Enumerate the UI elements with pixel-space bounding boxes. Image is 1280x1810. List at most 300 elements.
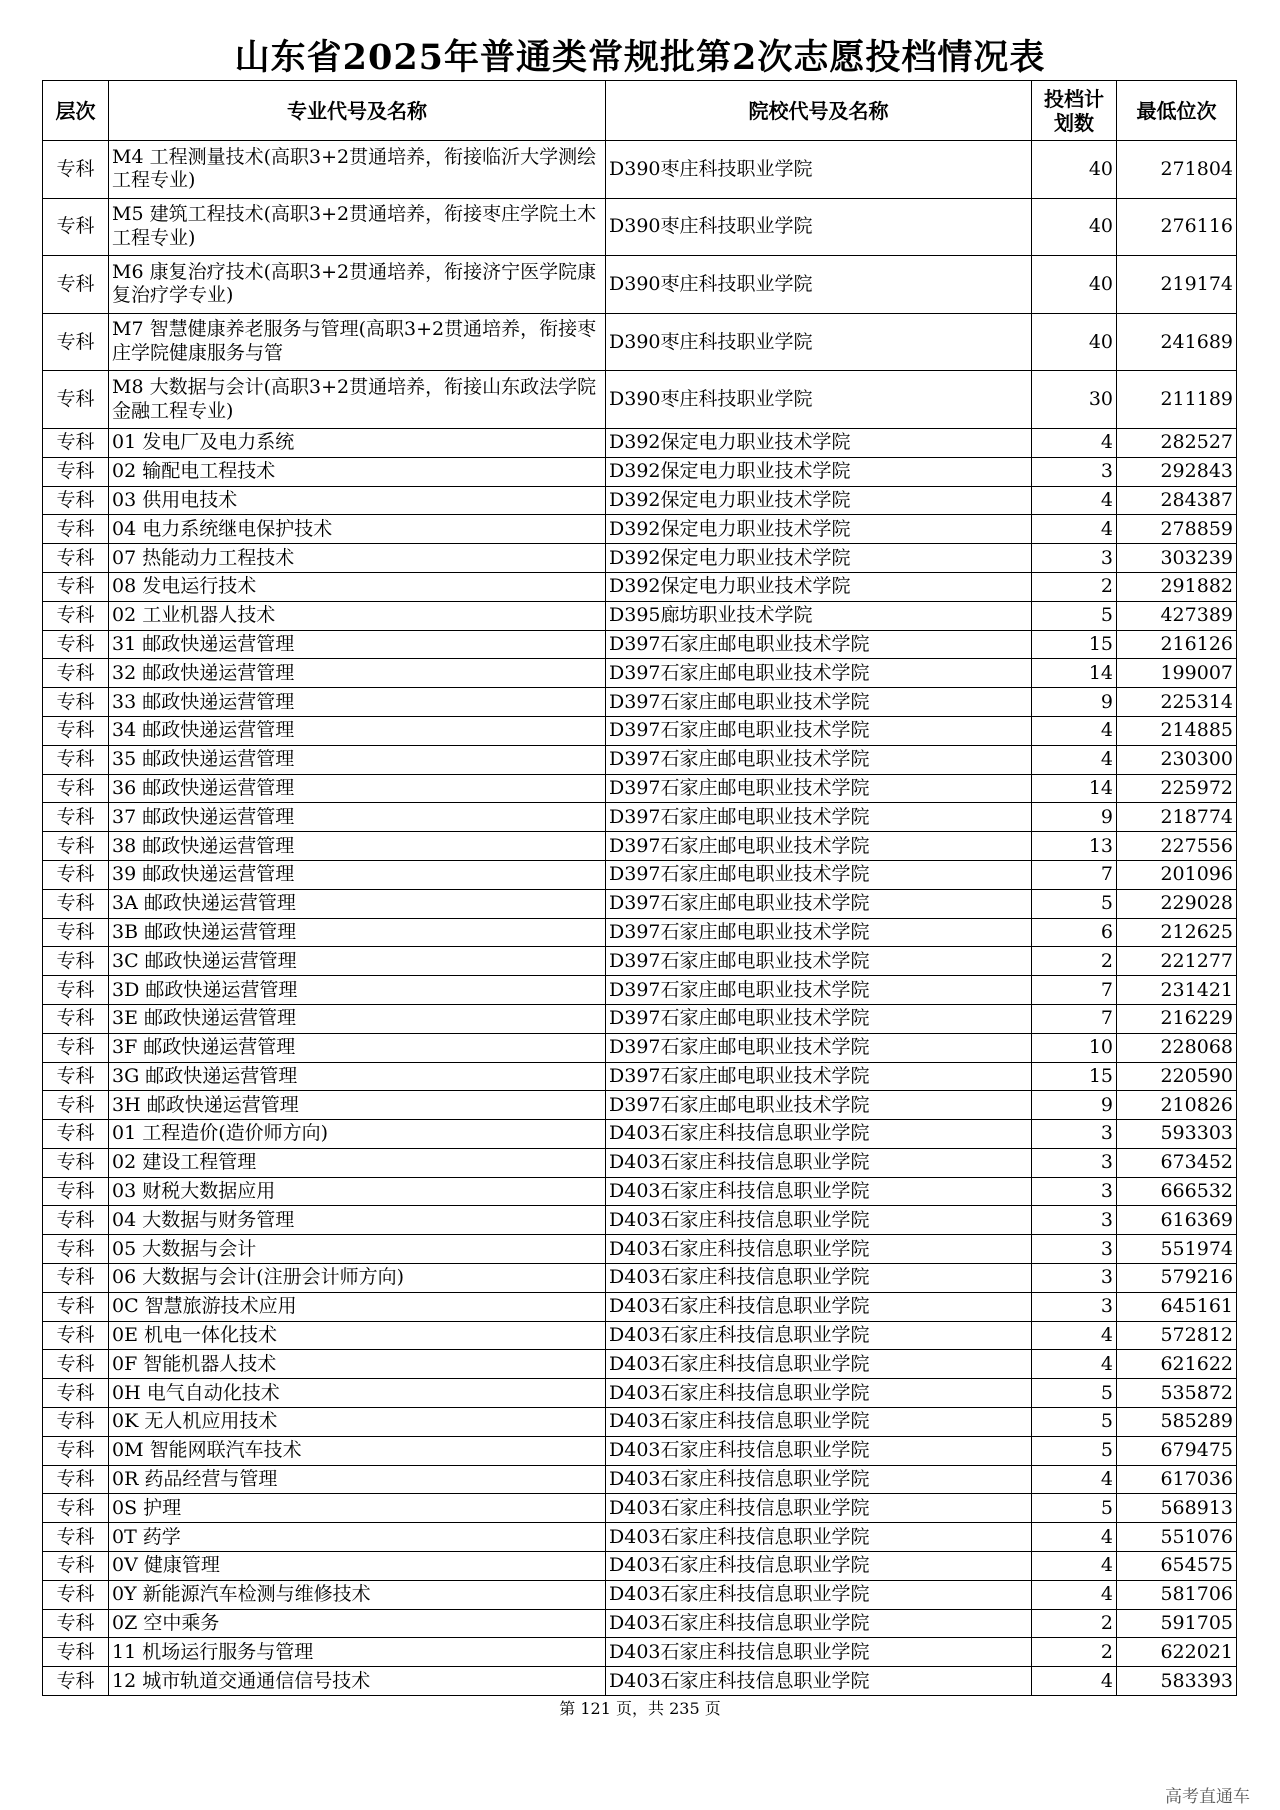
table-row (43, 745, 1237, 774)
table-row (43, 1580, 1237, 1609)
cell-rank: 621622 (1117, 1350, 1237, 1379)
cell-school: D392保定电力职业技术学院 (606, 515, 1032, 544)
cell-rank: 199007 (1117, 659, 1237, 688)
cell-level: 专科 (43, 428, 109, 457)
cell-level: 专科 (43, 1148, 109, 1177)
table-row (43, 1408, 1237, 1437)
cell-level: 专科 (43, 659, 109, 688)
cell-plan: 6 (1032, 918, 1117, 947)
cell-level: 专科 (43, 1609, 109, 1638)
cell-school: D397石家庄邮电职业技术学院 (606, 745, 1032, 774)
table-row (43, 659, 1237, 688)
table-header-row (43, 81, 1237, 141)
table-row (43, 860, 1237, 889)
cell-major: 3B 邮政快递运营管理 (109, 918, 606, 947)
watermark: 高考直通车 (1165, 1787, 1250, 1807)
cell-level: 专科 (43, 803, 109, 832)
cell-plan: 4 (1032, 1580, 1117, 1609)
table-row (43, 371, 1237, 429)
cell-rank: 572812 (1117, 1321, 1237, 1350)
cell-major: 38 邮政快递运营管理 (109, 832, 606, 861)
cell-school: D403石家庄科技信息职业学院 (606, 1552, 1032, 1581)
cell-school: D390枣庄科技职业学院 (606, 256, 1032, 314)
table-row (43, 1523, 1237, 1552)
cell-school: D403石家庄科技信息职业学院 (606, 1465, 1032, 1494)
cell-major: 0V 健康管理 (109, 1552, 606, 1581)
cell-level: 专科 (43, 457, 109, 486)
admission-table (42, 80, 1237, 1696)
cell-rank: 291882 (1117, 572, 1237, 601)
cell-school: D397石家庄邮电职业技术学院 (606, 1033, 1032, 1062)
cell-plan: 5 (1032, 889, 1117, 918)
cell-school: D403石家庄科技信息职业学院 (606, 1177, 1032, 1206)
table-row (43, 141, 1237, 199)
cell-rank: 616369 (1117, 1206, 1237, 1235)
cell-rank: 579216 (1117, 1264, 1237, 1293)
cell-rank: 227556 (1117, 832, 1237, 861)
cell-level: 专科 (43, 918, 109, 947)
cell-level: 专科 (43, 860, 109, 889)
cell-rank: 230300 (1117, 745, 1237, 774)
cell-level: 专科 (43, 515, 109, 544)
cell-major: 34 邮政快递运营管理 (109, 716, 606, 745)
cell-plan: 3 (1032, 457, 1117, 486)
cell-level: 专科 (43, 716, 109, 745)
cell-rank: 220590 (1117, 1062, 1237, 1091)
table-row (43, 1350, 1237, 1379)
cell-rank: 241689 (1117, 313, 1237, 371)
table-row (43, 1235, 1237, 1264)
cell-rank: 229028 (1117, 889, 1237, 918)
cell-major: 02 工业机器人技术 (109, 601, 606, 630)
cell-major: 39 邮政快递运营管理 (109, 860, 606, 889)
cell-rank: 225972 (1117, 774, 1237, 803)
cell-level: 专科 (43, 1264, 109, 1293)
cell-major: 0S 护理 (109, 1494, 606, 1523)
header-school: 院校代号及名称 (606, 81, 1032, 141)
cell-plan: 30 (1032, 371, 1117, 429)
table-row (43, 774, 1237, 803)
cell-plan: 4 (1032, 1321, 1117, 1350)
cell-major: 04 电力系统继电保护技术 (109, 515, 606, 544)
cell-level: 专科 (43, 774, 109, 803)
table-row (43, 1379, 1237, 1408)
cell-major: 04 大数据与财务管理 (109, 1206, 606, 1235)
cell-plan: 15 (1032, 630, 1117, 659)
cell-major: 03 供用电技术 (109, 486, 606, 515)
cell-level: 专科 (43, 1523, 109, 1552)
cell-school: D397石家庄邮电职业技术学院 (606, 860, 1032, 889)
table-row (43, 716, 1237, 745)
cell-plan: 4 (1032, 1350, 1117, 1379)
cell-rank: 216126 (1117, 630, 1237, 659)
cell-major: 0E 机电一体化技术 (109, 1321, 606, 1350)
cell-major: 3D 邮政快递运营管理 (109, 976, 606, 1005)
table-row (43, 976, 1237, 1005)
cell-level: 专科 (43, 1436, 109, 1465)
cell-plan: 3 (1032, 1292, 1117, 1321)
cell-plan: 40 (1032, 256, 1117, 314)
cell-rank: 673452 (1117, 1148, 1237, 1177)
cell-level: 专科 (43, 1091, 109, 1120)
table-row (43, 1638, 1237, 1667)
cell-level: 专科 (43, 1379, 109, 1408)
cell-school: D403石家庄科技信息职业学院 (606, 1638, 1032, 1667)
cell-school: D403石家庄科技信息职业学院 (606, 1580, 1032, 1609)
cell-school: D397石家庄邮电职业技术学院 (606, 659, 1032, 688)
cell-rank: 201096 (1117, 860, 1237, 889)
cell-plan: 4 (1032, 1667, 1117, 1696)
cell-rank: 591705 (1117, 1609, 1237, 1638)
cell-plan: 14 (1032, 659, 1117, 688)
cell-school: D403石家庄科技信息职业学院 (606, 1408, 1032, 1437)
cell-plan: 40 (1032, 313, 1117, 371)
cell-rank: 219174 (1117, 256, 1237, 314)
cell-plan: 4 (1032, 745, 1117, 774)
cell-major: 37 邮政快递运营管理 (109, 803, 606, 832)
cell-major: 3G 邮政快递运营管理 (109, 1062, 606, 1091)
cell-level: 专科 (43, 371, 109, 429)
cell-rank: 284387 (1117, 486, 1237, 515)
cell-level: 专科 (43, 889, 109, 918)
cell-level: 专科 (43, 1206, 109, 1235)
cell-rank: 622021 (1117, 1638, 1237, 1667)
cell-school: D397石家庄邮电职业技术学院 (606, 716, 1032, 745)
table-row (43, 1609, 1237, 1638)
cell-school: D395廊坊职业技术学院 (606, 601, 1032, 630)
cell-school: D403石家庄科技信息职业学院 (606, 1321, 1032, 1350)
cell-school: D390枣庄科技职业学院 (606, 371, 1032, 429)
cell-plan: 40 (1032, 141, 1117, 199)
cell-major: 0M 智能网联汽车技术 (109, 1436, 606, 1465)
table-row (43, 1004, 1237, 1033)
cell-rank: 666532 (1117, 1177, 1237, 1206)
table-row (43, 832, 1237, 861)
cell-rank: 654575 (1117, 1552, 1237, 1581)
cell-level: 专科 (43, 1120, 109, 1149)
cell-rank: 218774 (1117, 803, 1237, 832)
cell-level: 专科 (43, 572, 109, 601)
table-row (43, 486, 1237, 515)
cell-school: D397石家庄邮电职业技术学院 (606, 947, 1032, 976)
cell-major: 3F 邮政快递运营管理 (109, 1033, 606, 1062)
cell-school: D403石家庄科技信息职业学院 (606, 1609, 1032, 1638)
cell-plan: 4 (1032, 716, 1117, 745)
cell-school: D403石家庄科技信息职业学院 (606, 1667, 1032, 1696)
table-row (43, 1120, 1237, 1149)
table-row (43, 1552, 1237, 1581)
cell-level: 专科 (43, 688, 109, 717)
cell-school: D403石家庄科技信息职业学院 (606, 1235, 1032, 1264)
cell-major: 0F 智能机器人技术 (109, 1350, 606, 1379)
cell-level: 专科 (43, 1033, 109, 1062)
table-body (43, 141, 1237, 1696)
cell-level: 专科 (43, 1177, 109, 1206)
cell-level: 专科 (43, 1408, 109, 1437)
cell-plan: 2 (1032, 1638, 1117, 1667)
cell-level: 专科 (43, 832, 109, 861)
cell-major: 33 邮政快递运营管理 (109, 688, 606, 717)
cell-level: 专科 (43, 544, 109, 573)
cell-major: 08 发电运行技术 (109, 572, 606, 601)
cell-school: D390枣庄科技职业学院 (606, 198, 1032, 256)
cell-level: 专科 (43, 1667, 109, 1696)
cell-major: 3H 邮政快递运营管理 (109, 1091, 606, 1120)
cell-school: D403石家庄科技信息职业学院 (606, 1350, 1032, 1379)
cell-major: 02 输配电工程技术 (109, 457, 606, 486)
cell-plan: 2 (1032, 572, 1117, 601)
cell-rank: 303239 (1117, 544, 1237, 573)
cell-school: D390枣庄科技职业学院 (606, 141, 1032, 199)
cell-school: D397石家庄邮电职业技术学院 (606, 1062, 1032, 1091)
table-row (43, 1321, 1237, 1350)
header-rank: 最低位次 (1117, 81, 1237, 141)
cell-major: 36 邮政快递运营管理 (109, 774, 606, 803)
cell-school: D392保定电力职业技术学院 (606, 544, 1032, 573)
cell-plan: 5 (1032, 1436, 1117, 1465)
cell-school: D403石家庄科技信息职业学院 (606, 1523, 1032, 1552)
cell-rank: 214885 (1117, 716, 1237, 745)
cell-rank: 282527 (1117, 428, 1237, 457)
cell-major: 11 机场运行服务与管理 (109, 1638, 606, 1667)
cell-rank: 427389 (1117, 601, 1237, 630)
cell-plan: 13 (1032, 832, 1117, 861)
cell-plan: 10 (1032, 1033, 1117, 1062)
cell-level: 专科 (43, 1004, 109, 1033)
cell-major: 32 邮政快递运营管理 (109, 659, 606, 688)
cell-major: M6 康复治疗技术(高职3+2贯通培养，衔接济宁医学院康复治疗学专业) (109, 256, 606, 314)
cell-plan: 4 (1032, 1523, 1117, 1552)
cell-rank: 276116 (1117, 198, 1237, 256)
cell-rank: 292843 (1117, 457, 1237, 486)
cell-plan: 4 (1032, 515, 1117, 544)
table-row (43, 1033, 1237, 1062)
cell-school: D397石家庄邮电职业技术学院 (606, 1091, 1032, 1120)
table-row (43, 1148, 1237, 1177)
table-row (43, 1494, 1237, 1523)
cell-plan: 4 (1032, 1465, 1117, 1494)
cell-level: 专科 (43, 1580, 109, 1609)
cell-school: D397石家庄邮电职业技术学院 (606, 803, 1032, 832)
cell-rank: 679475 (1117, 1436, 1237, 1465)
table-row (43, 515, 1237, 544)
cell-plan: 14 (1032, 774, 1117, 803)
cell-plan: 7 (1032, 860, 1117, 889)
cell-level: 专科 (43, 1321, 109, 1350)
cell-rank: 278859 (1117, 515, 1237, 544)
cell-level: 专科 (43, 1292, 109, 1321)
cell-school: D392保定电力职业技术学院 (606, 428, 1032, 457)
cell-plan: 5 (1032, 1379, 1117, 1408)
cell-level: 专科 (43, 1638, 109, 1667)
cell-plan: 3 (1032, 1177, 1117, 1206)
page-title: 山东省2025年普通类常规批第2次志愿投档情况表 (234, 37, 1046, 78)
cell-plan: 3 (1032, 544, 1117, 573)
cell-rank: 645161 (1117, 1292, 1237, 1321)
cell-major: 03 财税大数据应用 (109, 1177, 606, 1206)
cell-major: 0Y 新能源汽车检测与维修技术 (109, 1580, 606, 1609)
cell-school: D403石家庄科技信息职业学院 (606, 1120, 1032, 1149)
table-row (43, 1177, 1237, 1206)
cell-level: 专科 (43, 1494, 109, 1523)
table-row (43, 1091, 1237, 1120)
cell-plan: 3 (1032, 1235, 1117, 1264)
cell-plan: 3 (1032, 1148, 1117, 1177)
cell-major: M8 大数据与会计(高职3+2贯通培养，衔接山东政法学院金融工程专业) (109, 371, 606, 429)
cell-major: 07 热能动力工程技术 (109, 544, 606, 573)
cell-rank: 228068 (1117, 1033, 1237, 1062)
cell-major: 0K 无人机应用技术 (109, 1408, 606, 1437)
cell-plan: 5 (1032, 601, 1117, 630)
cell-rank: 617036 (1117, 1465, 1237, 1494)
cell-rank: 583393 (1117, 1667, 1237, 1696)
table-row (43, 1062, 1237, 1091)
cell-plan: 4 (1032, 486, 1117, 515)
cell-level: 专科 (43, 1465, 109, 1494)
header-major: 专业代号及名称 (109, 81, 606, 141)
cell-major: 3E 邮政快递运营管理 (109, 1004, 606, 1033)
cell-plan: 9 (1032, 803, 1117, 832)
cell-school: D392保定电力职业技术学院 (606, 486, 1032, 515)
table-row (43, 803, 1237, 832)
cell-major: 31 邮政快递运营管理 (109, 630, 606, 659)
cell-school: D397石家庄邮电职业技术学院 (606, 688, 1032, 717)
table-row (43, 1436, 1237, 1465)
cell-school: D403石家庄科技信息职业学院 (606, 1148, 1032, 1177)
cell-level: 专科 (43, 1235, 109, 1264)
cell-school: D403石家庄科技信息职业学院 (606, 1206, 1032, 1235)
cell-major: 0C 智慧旅游技术应用 (109, 1292, 606, 1321)
table-row (43, 457, 1237, 486)
cell-rank: 593303 (1117, 1120, 1237, 1149)
cell-plan: 9 (1032, 688, 1117, 717)
cell-major: 0H 电气自动化技术 (109, 1379, 606, 1408)
cell-level: 专科 (43, 947, 109, 976)
table-row (43, 630, 1237, 659)
cell-school: D390枣庄科技职业学院 (606, 313, 1032, 371)
table-row (43, 889, 1237, 918)
cell-plan: 2 (1032, 947, 1117, 976)
cell-school: D392保定电力职业技术学院 (606, 572, 1032, 601)
cell-plan: 3 (1032, 1264, 1117, 1293)
cell-level: 专科 (43, 313, 109, 371)
cell-plan: 2 (1032, 1609, 1117, 1638)
table-row (43, 313, 1237, 371)
cell-major: 3C 邮政快递运营管理 (109, 947, 606, 976)
cell-level: 专科 (43, 630, 109, 659)
cell-plan: 3 (1032, 1120, 1117, 1149)
cell-school: D397石家庄邮电职业技术学院 (606, 630, 1032, 659)
cell-school: D397石家庄邮电职业技术学院 (606, 976, 1032, 1005)
cell-level: 专科 (43, 976, 109, 1005)
cell-level: 专科 (43, 1062, 109, 1091)
cell-level: 专科 (43, 745, 109, 774)
cell-major: 3A 邮政快递运营管理 (109, 889, 606, 918)
cell-school: D397石家庄邮电职业技术学院 (606, 774, 1032, 803)
cell-rank: 221277 (1117, 947, 1237, 976)
cell-major: 35 邮政快递运营管理 (109, 745, 606, 774)
table-row (43, 428, 1237, 457)
cell-level: 专科 (43, 198, 109, 256)
cell-school: D397石家庄邮电职业技术学院 (606, 918, 1032, 947)
cell-plan: 15 (1032, 1062, 1117, 1091)
table-row (43, 688, 1237, 717)
cell-major: 01 发电厂及电力系统 (109, 428, 606, 457)
cell-major: M4 工程测量技术(高职3+2贯通培养，衔接临沂大学测绘工程专业) (109, 141, 606, 199)
cell-school: D392保定电力职业技术学院 (606, 457, 1032, 486)
table-row (43, 918, 1237, 947)
cell-level: 专科 (43, 141, 109, 199)
cell-major: 12 城市轨道交通通信信号技术 (109, 1667, 606, 1696)
cell-rank: 271804 (1117, 141, 1237, 199)
cell-level: 专科 (43, 486, 109, 515)
cell-rank: 581706 (1117, 1580, 1237, 1609)
cell-school: D403石家庄科技信息职业学院 (606, 1494, 1032, 1523)
cell-major: 01 工程造价(造价师方向) (109, 1120, 606, 1149)
cell-plan: 4 (1032, 1552, 1117, 1581)
table-row (43, 572, 1237, 601)
table-row (43, 947, 1237, 976)
cell-level: 专科 (43, 601, 109, 630)
cell-rank: 568913 (1117, 1494, 1237, 1523)
table-row (43, 1264, 1237, 1293)
cell-plan: 9 (1032, 1091, 1117, 1120)
cell-major: 0Z 空中乘务 (109, 1609, 606, 1638)
cell-major: 06 大数据与会计(注册会计师方向) (109, 1264, 606, 1293)
cell-plan: 7 (1032, 1004, 1117, 1033)
cell-major: M7 智慧健康养老服务与管理(高职3+2贯通培养，衔接枣庄学院健康服务与管 (109, 313, 606, 371)
cell-major: 0R 药品经营与管理 (109, 1465, 606, 1494)
cell-rank: 210826 (1117, 1091, 1237, 1120)
page-footer: 第 121 页，共 235 页 (559, 1699, 721, 1718)
cell-plan: 5 (1032, 1494, 1117, 1523)
cell-rank: 211189 (1117, 371, 1237, 429)
cell-school: D397石家庄邮电职业技术学院 (606, 889, 1032, 918)
table-row (43, 1292, 1237, 1321)
cell-plan: 40 (1032, 198, 1117, 256)
table-row (43, 601, 1237, 630)
cell-rank: 585289 (1117, 1408, 1237, 1437)
table-row (43, 544, 1237, 573)
cell-plan: 7 (1032, 976, 1117, 1005)
header-plan: 投档计划数 (1032, 81, 1117, 141)
cell-school: D403石家庄科技信息职业学院 (606, 1264, 1032, 1293)
cell-major: 05 大数据与会计 (109, 1235, 606, 1264)
cell-rank: 551076 (1117, 1523, 1237, 1552)
cell-major: M5 建筑工程技术(高职3+2贯通培养，衔接枣庄学院土木工程专业) (109, 198, 606, 256)
cell-school: D403石家庄科技信息职业学院 (606, 1436, 1032, 1465)
cell-plan: 5 (1032, 1408, 1117, 1437)
cell-major: 0T 药学 (109, 1523, 606, 1552)
cell-rank: 231421 (1117, 976, 1237, 1005)
table-row (43, 256, 1237, 314)
cell-plan: 3 (1032, 1206, 1117, 1235)
cell-rank: 225314 (1117, 688, 1237, 717)
cell-rank: 551974 (1117, 1235, 1237, 1264)
cell-level: 专科 (43, 1552, 109, 1581)
cell-school: D403石家庄科技信息职业学院 (606, 1379, 1032, 1408)
cell-major: 02 建设工程管理 (109, 1148, 606, 1177)
cell-level: 专科 (43, 1350, 109, 1379)
table-row (43, 198, 1237, 256)
cell-school: D403石家庄科技信息职业学院 (606, 1292, 1032, 1321)
cell-rank: 216229 (1117, 1004, 1237, 1033)
header-level: 层次 (43, 81, 109, 141)
table-row (43, 1667, 1237, 1696)
cell-rank: 212625 (1117, 918, 1237, 947)
cell-plan: 4 (1032, 428, 1117, 457)
cell-school: D397石家庄邮电职业技术学院 (606, 832, 1032, 861)
